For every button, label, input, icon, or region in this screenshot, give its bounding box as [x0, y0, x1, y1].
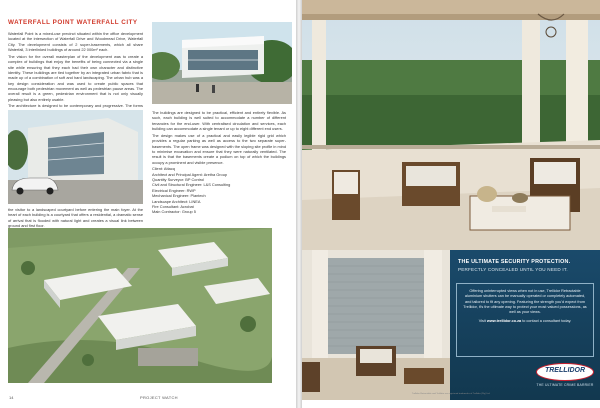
article-paragraph: The architecture is designed to be contemporary and progressive. The forms	[8, 103, 143, 109]
ad-website-link[interactable]: www.trellidor.co.za	[486, 319, 522, 324]
ad-cta-prefix: Visit	[478, 319, 486, 324]
credit-line: Mechanical Engineer: Plantech	[152, 193, 206, 199]
ad-body-text: Offering uninterrupted views when not in use, Trellidor Retractable aluminium shutters can be manually operated or completely automated, and tailored to fit any opening. Featuring the strength you'd expect from Trellidor, it's the ultimate way to protect your most valued possessions, as well as your views.	[463, 289, 587, 315]
article-column-left-continued	[8, 207, 143, 230]
article-column-left	[8, 31, 143, 121]
credit-line: Fire Consultant: Acrobat	[152, 203, 194, 209]
credit-line: Electrical Engineer: RWP	[152, 187, 196, 193]
article-paragraph: The buildings are designed to be practical, efficient and entirely flexible. As such, each building is well suited to accommodate a number of different tenancies for the end-user. With centralised circulation and services, each building can accommodate a single tenant or up to eight different end users.	[152, 110, 286, 132]
ad-disclaimer: Trellidor Retractable and Trellidor are registered trademarks of Trellidor (Pty) Ltd.	[411, 393, 491, 395]
ad-headline: THE ULTIMATE SECURITY PROTECTION.	[458, 259, 571, 265]
article-column-right	[152, 110, 286, 215]
credit-line: Landscape Architect: LINEA	[152, 198, 201, 204]
patio-photo	[302, 0, 600, 250]
project-credits	[152, 166, 286, 214]
section-footer: PROJECT WATCH	[140, 395, 178, 400]
trellidor-logo	[536, 363, 594, 389]
page-number: 14	[9, 395, 14, 400]
building-entrance-photo	[8, 110, 143, 204]
building-render-photo	[152, 22, 292, 104]
logo-tagline: THE ULTIMATE CRIME BARRIER	[536, 383, 594, 387]
shutter-room-photo	[302, 250, 450, 400]
trellidor-ad-panel	[450, 250, 600, 400]
article-title: WATERFALL POINT WATERFALL CITY	[8, 19, 138, 26]
article-paragraph: Waterfall Point is a mixed-use precinct situated within the office development located at the intersection of Waterfall Drive and Woodmead Drive, Waterfall City. The development consists of 2 super-basements, which all share Waterfall, 3 interlinked buildings of around 22 000m² each.	[8, 31, 143, 53]
ad-call-to-action	[463, 319, 587, 323]
credit-line: Civil and Structural Engineer: L&S Consulting	[152, 182, 231, 188]
logo-wordmark: TRELLIDOR	[544, 367, 586, 374]
aerial-masterplan-photo	[8, 228, 272, 383]
article-paragraph: The design makes use of a practical and easily legible rigid grid which provides a regular parking as well as access to the two separate super-basements. The open frame was designed with the sloping site profile in mind to minimise excavation and ensure that they were naturally ventilated. The result is that the basements create a podium on top of which the buildings occupy a prominent and visible presence.	[152, 132, 286, 165]
ad-subheadline: PERFECTLY CONCEALED UNTIL YOU NEED IT.	[458, 267, 568, 272]
article-paragraph: the visitor to a landscaped courtyard before entering the main foyer. At the heart of each building is a courtyard that offers a residential, a dramatic sense of arrival that is flooded with natural light and creates a visual link between ground and first floor.	[8, 207, 143, 229]
ad-text-box	[456, 283, 594, 357]
article-paragraph: The vision for the overall masterplan of the development was to create a complex of buildings that enjoy the benefits of being connected via a single site while ensuring that they each had their own character and distinctive identity. These buildings are tied together by an integrated urban fabric that is made up of a combination of soft and hard landscaping. The urban hub was a key design consideration and was used to create public spaces that encourage both pedestrian movement as well as pedestrian pause areas. The overall result is a green, pedestrian environment that is not only visually pleasing but also entirely usable.	[8, 53, 143, 102]
left-page	[0, 0, 296, 408]
right-page	[302, 0, 600, 408]
ad-cta-suffix: to contact a consultant today.	[522, 319, 572, 324]
credit-line: Architect and Principal Agent: Aretha Group	[152, 171, 228, 177]
credit-line: Quantity Surveyor: BP Control	[152, 177, 205, 183]
credit-line: Main Contractor: Group 5	[152, 209, 196, 215]
credit-line: Client: Attacq	[152, 166, 175, 172]
